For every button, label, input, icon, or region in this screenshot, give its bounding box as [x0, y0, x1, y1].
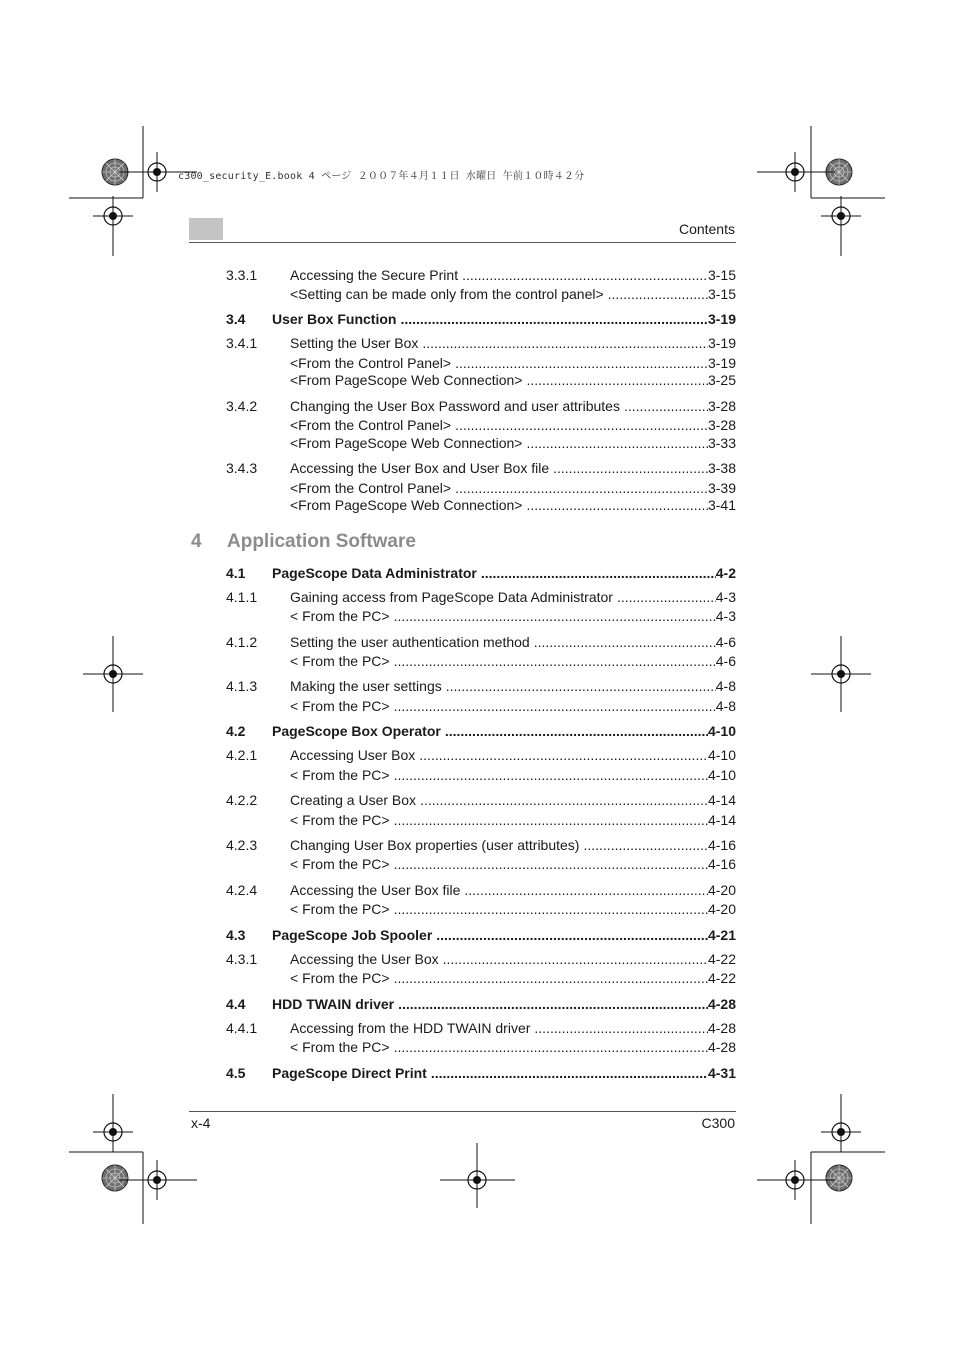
toc-entry[interactable]: <Setting can be made only from the control panel> ..... 3-15	[226, 285, 736, 303]
crosshair-mark	[93, 196, 133, 236]
crosshair-mark	[93, 1112, 133, 1152]
toc-section[interactable]: 4.3 PageScope Job Spooler ..... 4-21	[226, 926, 736, 944]
toc-entry[interactable]: <From PageScope Web Connection> ..... 3-33	[226, 434, 736, 452]
toc-entry[interactable]: <From the Control Panel> ..... 3-28	[226, 416, 736, 434]
toc-section[interactable]: 4.2 PageScope Box Operator ..... 4-10	[226, 722, 736, 740]
toc-entry[interactable]: 4.2.3 Changing User Box properties (user attributes) ..... 4-16	[226, 836, 736, 854]
toc-entry[interactable]: < From the PC> ..... 4-16	[226, 855, 736, 873]
footer-model-name: C300	[701, 1115, 735, 1131]
toc-entry[interactable]: < From the PC> ..... 4-20	[226, 900, 736, 918]
toc-entry[interactable]: < From the PC> ..... 4-10	[226, 766, 736, 784]
running-header-title: Contents	[678, 221, 735, 237]
toc-entry[interactable]: 4.2.1 Accessing User Box ..... 4-10	[226, 746, 736, 764]
toc-entry[interactable]: <From the Control Panel> ..... 3-19	[226, 354, 736, 372]
starburst-mark-bottom-right	[826, 1165, 852, 1191]
toc-entry[interactable]: 3.4.3 Accessing the User Box and User Box file ..... 3-38	[226, 459, 736, 477]
toc-entry[interactable]: <From PageScope Web Connection> ..... 3-25	[226, 371, 736, 389]
toc-entry[interactable]: <From PageScope Web Connection> ..... 3-41	[226, 496, 736, 514]
toc-entry[interactable]: 4.1.1 Gaining access from PageScope Data Administrator ..... 4-3	[226, 588, 736, 606]
toc-entry[interactable]: 4.2.2 Creating a User Box ..... 4-14	[226, 791, 736, 809]
toc-entry[interactable]: <From the Control Panel> ..... 3-39	[226, 479, 736, 497]
crosshair-mark	[821, 196, 861, 236]
toc-entry[interactable]: 4.1.3 Making the user settings ..... 4-8	[226, 677, 736, 695]
toc-section[interactable]: 4.4 HDD TWAIN driver ..... 4-28	[226, 995, 736, 1013]
toc-entry[interactable]: 4.4.1 Accessing from the HDD TWAIN driver ..... 4-28	[226, 1019, 736, 1037]
crop-lines	[69, 126, 885, 1224]
footer-page-number: x-4	[191, 1115, 211, 1131]
toc-entry[interactable]: < From the PC> ..... 4-14	[226, 811, 736, 829]
toc-entry[interactable]: 3.4.1 Setting the User Box ..... 3-19	[226, 334, 736, 352]
toc-entry[interactable]: < From the PC> ..... 4-8	[226, 697, 736, 715]
crosshair-mark	[821, 1112, 861, 1152]
toc-entry[interactable]: 4.1.2 Setting the user authentication method ..... 4-6	[226, 633, 736, 651]
toc-section[interactable]: 4.1 PageScope Data Administrator ..... 4-2	[226, 564, 736, 582]
toc-section[interactable]: 3.4 User Box Function ..... 3-19	[226, 310, 736, 328]
toc-entry[interactable]: 3.4.2 Changing the User Box Password and user attributes ..... 3-28	[226, 397, 736, 415]
toc-entry[interactable]: 4.2.4 Accessing the User Box file ..... 4-20	[226, 881, 736, 899]
printer-slug: c300_security_E.book 4 ページ ２００７年４月１１日 水曜日 午前１０時４２分	[178, 171, 585, 182]
toc-section[interactable]: 4.5 PageScope Direct Print ..... 4-31	[226, 1064, 736, 1082]
toc-entry[interactable]: < From the PC> ..... 4-3	[226, 607, 736, 625]
toc-entry[interactable]: < From the PC> ..... 4-22	[226, 969, 736, 987]
toc-entry[interactable]: < From the PC> ..... 4-6	[226, 652, 736, 670]
toc-entry[interactable]: 4.3.1 Accessing the User Box ..... 4-22	[226, 950, 736, 968]
toc-entry[interactable]: 3.3.1 Accessing the Secure Print ..... 3-15	[226, 266, 736, 284]
chapter-number: 4	[191, 531, 202, 552]
toc-entry[interactable]: < From the PC> ..... 4-28	[226, 1038, 736, 1056]
chapter-title: Application Software	[227, 531, 416, 552]
starburst-mark-bottom-left	[102, 1165, 128, 1191]
